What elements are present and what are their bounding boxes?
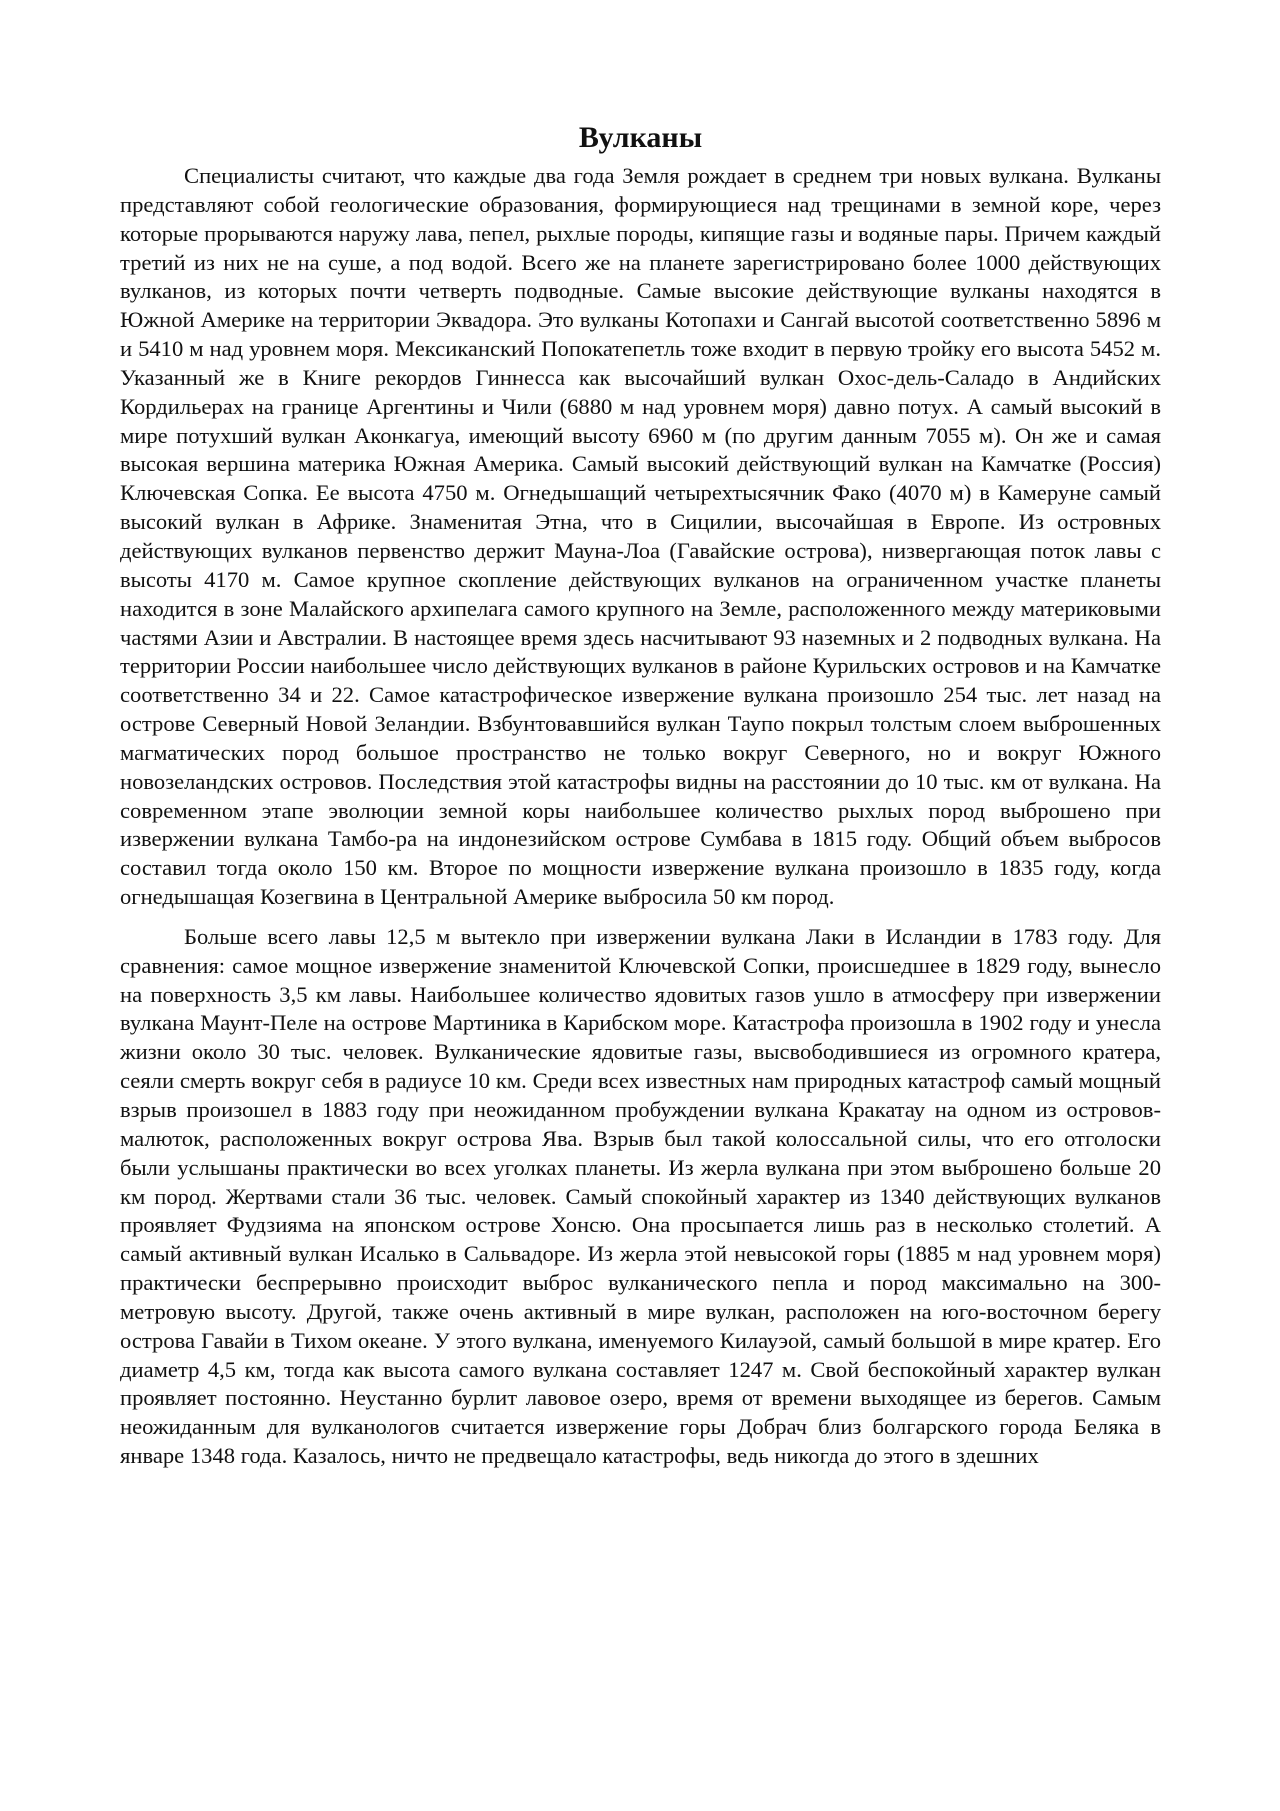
- paragraph-2: Больше всего лавы 12,5 м вытекло при извержении вулкана Лаки в Исландии в 1783 году. Для сравнения: самое мощное извержение знаменитой Ключевской Сопки, происшедшее в 1829 году, вынесло на поверхность 3,5 км лавы. Наибольшее количество ядовитых газов ушло в атмосферу при извержении вулкана Маунт-Пеле на острове Мартиника в Карибском море. Катастрофа произошла в 1902 году и унесла жизни около 30 тыс. человек. Вулканические ядовитые газы, высвободившиеся из огромного кратера, сеяли смерть вокруг себя в радиусе 10 км. Среди всех известных нам природных катастроф самый мощный взрыв произошел в 1883 году при неожиданном пробуждении вулкана Кракатау на одном из островов-малюток, расположенных вокруг острова Ява. Взрыв был такой колоссальной силы, что его отголоски были услышаны практически во всех уголках планеты. Из жерла вулкана при этом выброшено больше 20 км пород. Жертвами стали 36 тыс. человек. Самый спокойный характер из 1340 действующих вулканов проявляет Фудзияма на японском острове Хонсю. Она просыпается лишь раз в несколько столетий. А самый активный вулкан Исалько в Сальвадоре. Из жерла этой невысокой горы (1885 м над уровнем моря) практически беспрерывно происходит выброс вулканического пепла и пород максимально на 300-метровую высоту. Другой, также очень активный в мире вулкан, расположен на юго-восточном берегу острова Гавайи в Тихом океане. У этого вулкана, именуемого Килауэой, самый большой в мире кратер. Его диаметр 4,5 км, тогда как высота самого вулкана составляет 1247 м. Свой беспокойный характер вулкан проявляет постоянно. Неустанно бурлит лавовое озеро, время от времени выходящее из берегов. Самым неожиданным для вулканологов считается извержение горы Добрач близ болгарского города Беляка в январе 1348 года. Казалось, ничто не предвещало катастрофы, ведь никогда до этого в здешних: [120, 923, 1161, 1469]
- document-page: [120, 118, 1161, 1471]
- paragraph-1: Специалисты считают, что каждые два года Земля рождает в среднем три новых вулкана. Вулканы представляют собой геологические образования, формирующиеся над трещинами в земной коре, через которые прорываются наружу лава, пепел, рыхлые породы, кипящие газы и водяные пары. Причем каждый третий из них не на суше, а под водой. Всего же на планете зарегистрировано более 1000 действующих вулканов, из которых почти четверть подводные. Самые высокие действующие вулканы находятся в Южной Америке на территории Эквадора. Это вулканы Котопахи и Сангай высотой соответственно 5896 м и 5410 м над уровнем моря. Мексиканский Попокатепетль тоже входит в первую тройку его высота 5452 м. Указанный же в Книге рекордов Гиннесса как высочайший вулкан Охос-дель-Саладо в Андийских Кордильерах на границе Аргентины и Чили (6880 м над уровнем моря) давно потух. А самый высокий в мире потухший вулкан Аконкагуа, имеющий высоту 6960 м (по другим данным 7055 м). Он же и самая высокая вершина материка Южная Америка. Самый высокий действующий вулкан на Камчатке (Россия) Ключевская Сопка. Ее высота 4750 м. Огнедышащий четырехтысячник Фако (4070 м) в Камеруне самый высокий вулкан в Африке. Знаменитая Этна, что в Сицилии, высочайшая в Европе. Из островных действующих вулканов первенство держит Мауна-Лоа (Гавайские острова), низвергающая поток лавы с высоты 4170 м. Самое крупное скопление действующих вулканов на ограниченном участке планеты находится в зоне Малайского архипелага самого крупного на Земле, расположенного между материковыми частями Азии и Австралии. В настоящее время здесь насчитывают 93 наземных и 2 подводных вулкана. На территории России наибольшее число действующих вулканов в районе Курильских островов и на Камчатке соответственно 34 и 22. Самое катастрофическое извержение вулкана произошло 254 тыс. лет назад на острове Северный Новой Зеландии. Взбунтовавшийся вулкан Таупо покрыл толстым слоем выброшенных магматических пород большое пространство не только вокруг Северного, но и вокруг Южного новозеландских островов. Последствия этой катастрофы видны на расстоянии до 10 тыс. км от вулкана. На современном этапе эволюции земной коры наибольшее количество рыхлых пород выброшено при извержении вулкана Тамбо-ра на индонезийском острове Сумбава в 1815 году. Общий объем выбросов составил тогда около 150 км. Второе по мощности извержение вулкана произошло в 1835 году, когда огнедышащая Козегвина в Центральной Америке выбросила 50 км пород.: [120, 163, 1161, 910]
- page-title: Вулканы: [578, 121, 703, 154]
